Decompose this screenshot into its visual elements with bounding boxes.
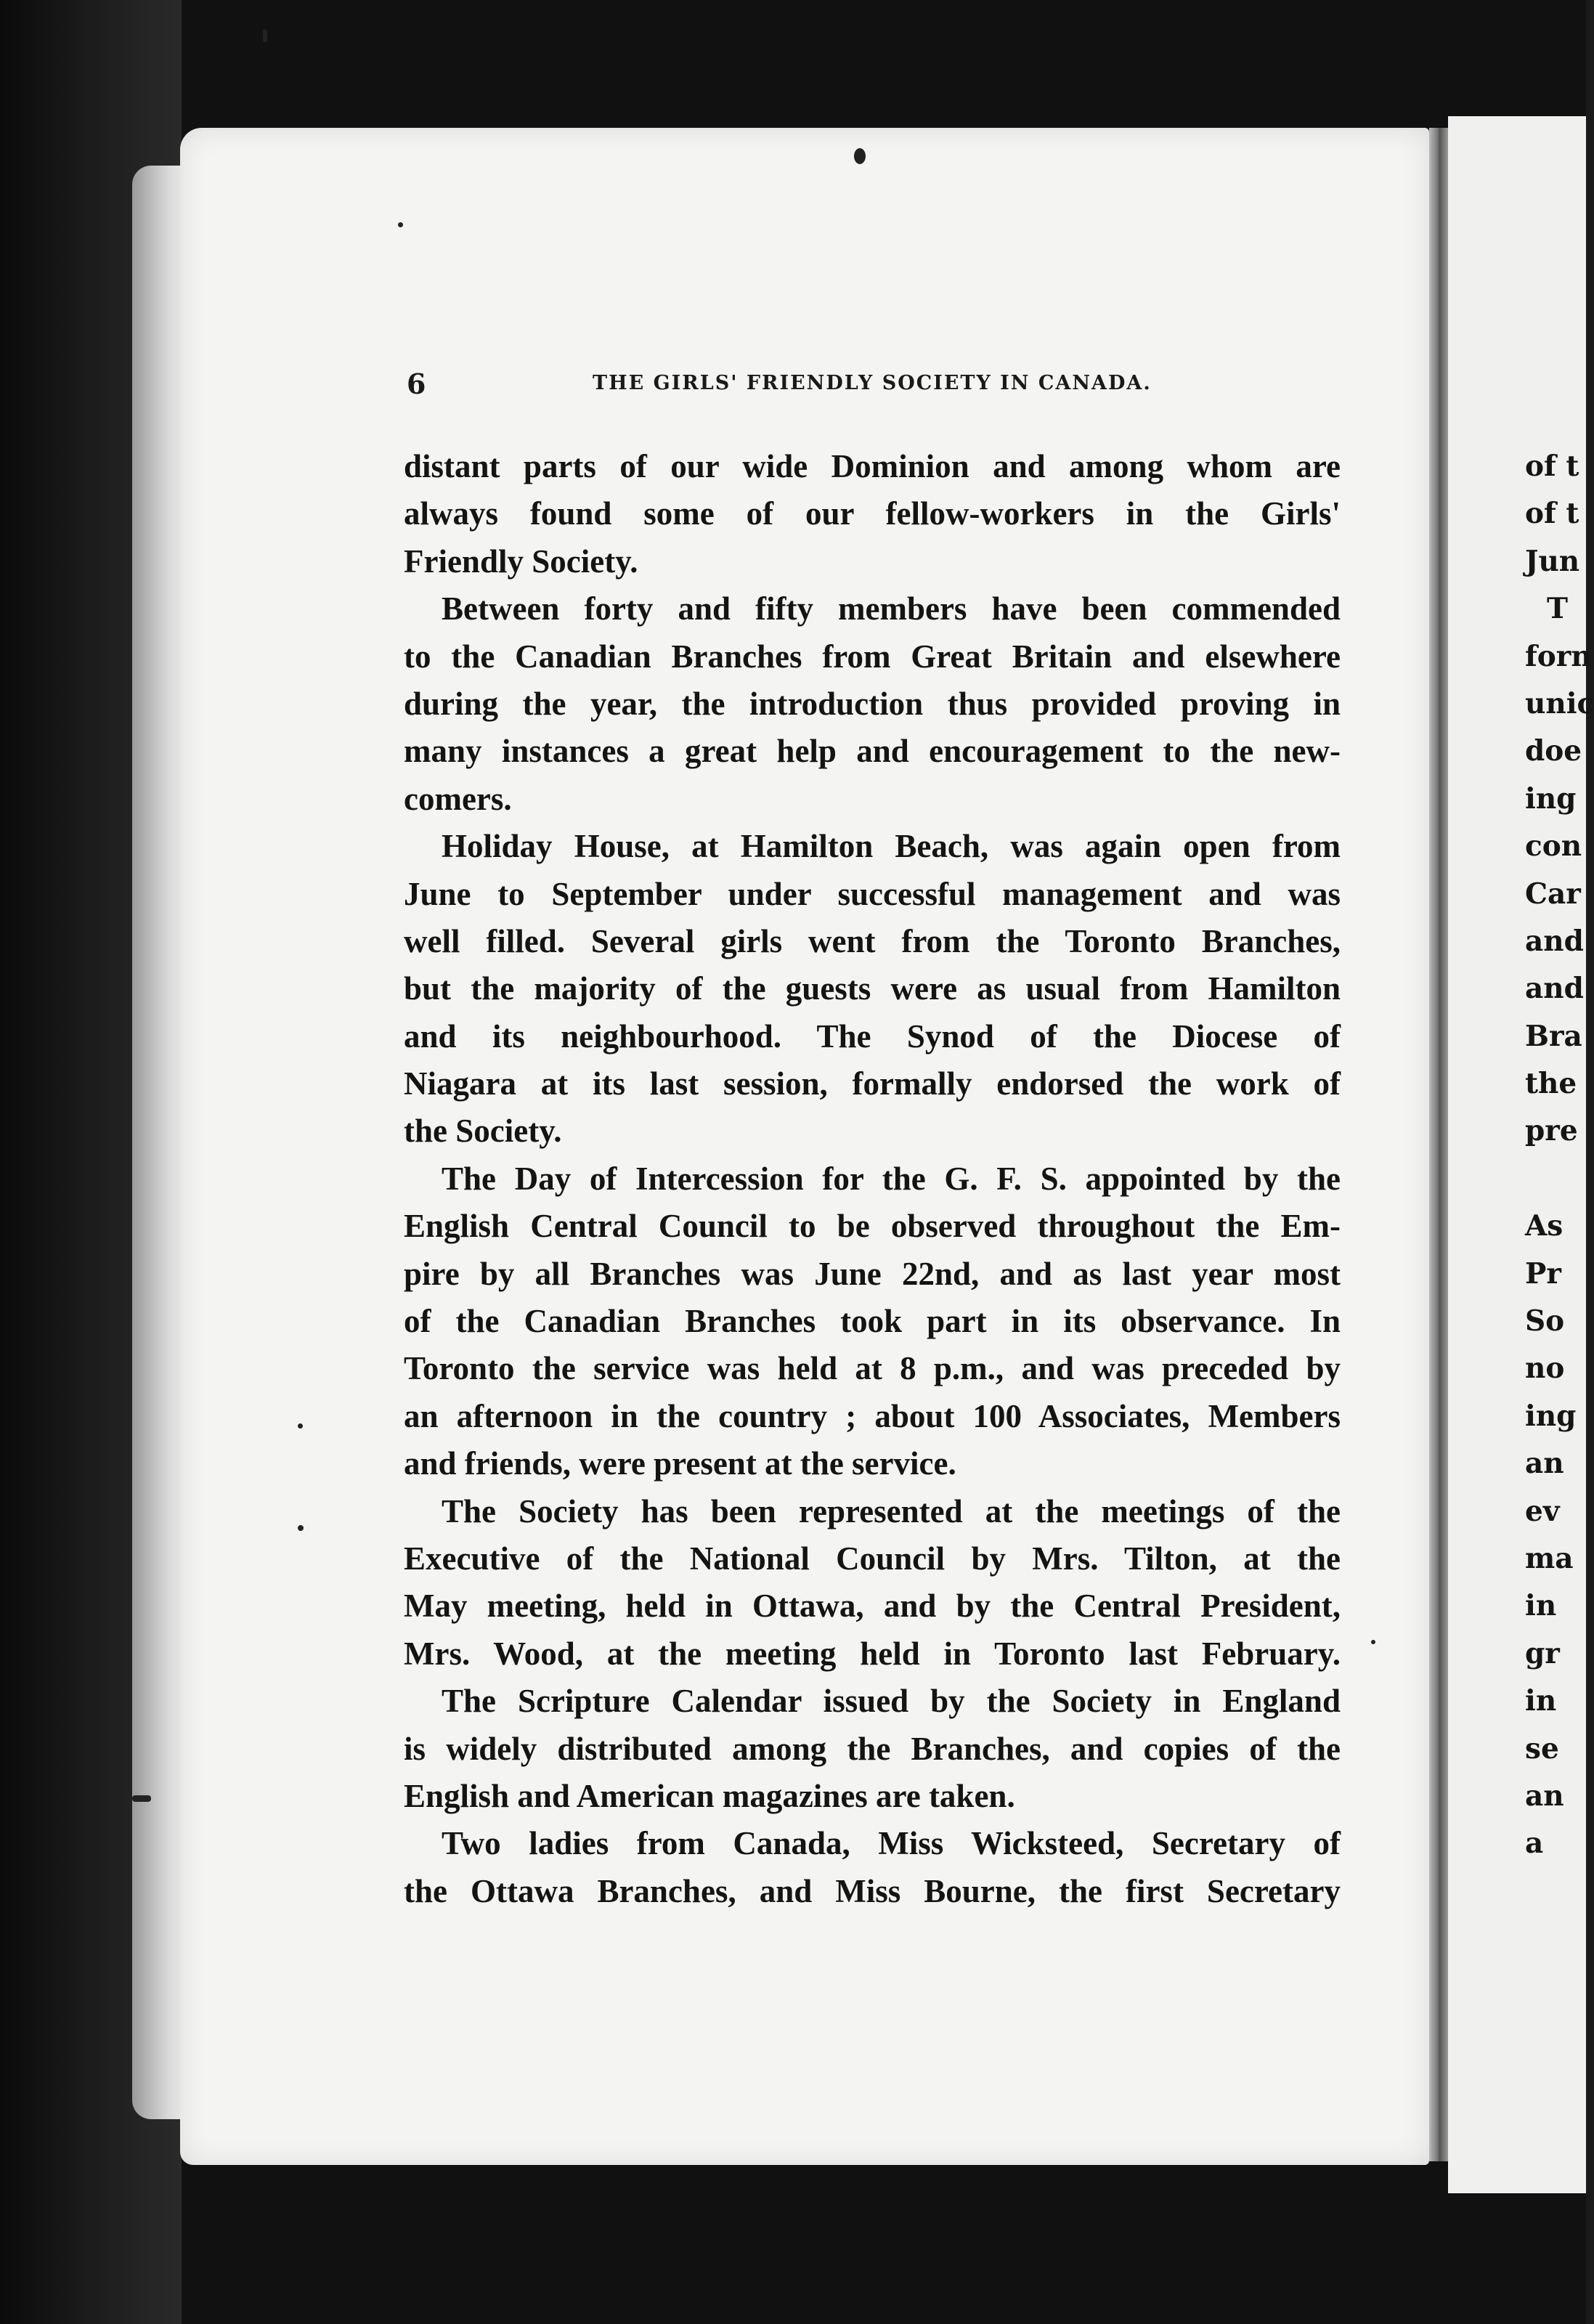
fragment-line: of t [1525,450,1579,483]
text-line: Two ladies from Canada, Miss Wicksteed, Secretary of [442,1825,1341,1862]
page-stack-edge [132,166,184,2119]
fragment-line: Pr [1525,1256,1561,1291]
page-number: 6 [407,367,426,400]
text-line: English Central Council to be observed throughout the Em- [404,1208,1341,1245]
text-line: to the Canadian Branches from Great Britain and elsewhere [404,638,1341,675]
fragment-line: ev [1525,1494,1560,1528]
text-line: and its neighbourhood. The Synod of the Diocese of [404,1017,1341,1055]
fragment-line: se [1525,1731,1559,1766]
fragment-line: con [1525,829,1582,864]
fragment-line: As [1525,1209,1563,1243]
dust-speck [263,29,267,42]
text-line: distant parts of our wide Dominion and among whom are [404,448,1341,484]
dust-speck [398,222,403,227]
text-line: the Ottawa Branches, and Miss Bourne, the first Secretary [404,1872,1341,1909]
fragment-line: T [1547,592,1569,626]
text-line: Toronto the service was held at 8 p.m., and was preceded by [404,1350,1341,1387]
fragment-line: Bra [1525,1019,1582,1053]
text-line: English and American magazines are taken. [404,1777,1015,1814]
text-line: pire by all Branches was June 22nd, and as last year most [404,1255,1341,1292]
text-line: comers. [404,780,512,817]
text-line: Executive of the National Council by Mrs. Tilton, at the [404,1540,1341,1577]
text-line: is widely distributed among the Branches, and copies of the [404,1730,1341,1767]
text-line: an afternoon in the country ; about 100 Associates, Members [404,1397,1341,1434]
text-line: but the majority of the guests were as usual from Hamilton [404,970,1341,1007]
book-gutter [1429,128,1448,2161]
fragment-line: So [1525,1304,1565,1338]
fragment-line: Jun [1525,544,1580,578]
fragment-line: and [1525,924,1584,958]
text-line: during the year, the introduction thus provided proving in [404,685,1341,722]
fragment-line [1525,1155,1594,1203]
fragment-line: an [1525,1447,1564,1481]
text-line: the Society. [404,1113,562,1150]
fragment-line: of t [1525,497,1579,531]
text-line: and friends, were present at the service. [404,1445,956,1482]
dust-speck [854,148,866,164]
fragment-line: an [1525,1779,1564,1813]
fragment-line: a [1525,1827,1544,1861]
fragment-line: ing [1525,1399,1577,1433]
text-line: Mrs. Wood, at the meeting held in Toronto last February. [404,1635,1341,1672]
fragment-line: and [1525,972,1584,1006]
fragment-line: gr [1525,1636,1560,1670]
dust-speck [298,1525,304,1531]
right-page-fragments [1525,443,1594,1868]
dust-speck [298,1423,303,1429]
fragment-line: Car [1525,877,1581,911]
fragment-line: unic [1525,686,1594,720]
fragment-line: ma [1525,1541,1574,1575]
fragment-line: in [1525,1589,1557,1623]
fragment-line: the [1525,1067,1577,1101]
fragment-line: in [1525,1684,1557,1718]
text-line: Holiday House, at Hamilton Beach, was again open from [442,828,1341,865]
text-line: May meeting, held in Ottawa, and by the Central President, [404,1588,1341,1625]
text-line: The Day of Intercession for the G. F. S. appointed by the [442,1160,1341,1197]
fragment-line: ing [1525,781,1577,816]
text-line: always found some of our fellow-workers in the Girls' [404,495,1341,532]
text-line: of the Canadian Branches took part in its observance. In [404,1303,1341,1340]
body-text [404,443,1341,1915]
text-line: many instances a great help and encouragement to the new- [404,733,1341,770]
fragment-line: pre [1525,1114,1578,1148]
text-line: June to September under successful management and was [404,875,1341,912]
text-line: The Scripture Calendar issued by the Society in England [442,1683,1341,1720]
text-line: Between forty and fifty members have been commended [442,590,1341,627]
fragment-line: no [1525,1352,1565,1386]
text-line: The Society has been represented at the meetings of the [442,1492,1341,1529]
fragment-line: doe [1525,734,1582,768]
dust-speck [1371,1640,1375,1644]
dust-speck [132,1795,151,1802]
fragment-line: forn [1525,639,1592,673]
text-line: Niagara at its last session, formally endorsed the work of [404,1065,1341,1102]
text-line: Friendly Society. [404,543,638,580]
text-line: well filled. Several girls went from the Toronto Branches, [404,922,1341,959]
running-title: THE GIRLS' FRIENDLY SOCIETY IN CANADA. [593,372,1152,394]
